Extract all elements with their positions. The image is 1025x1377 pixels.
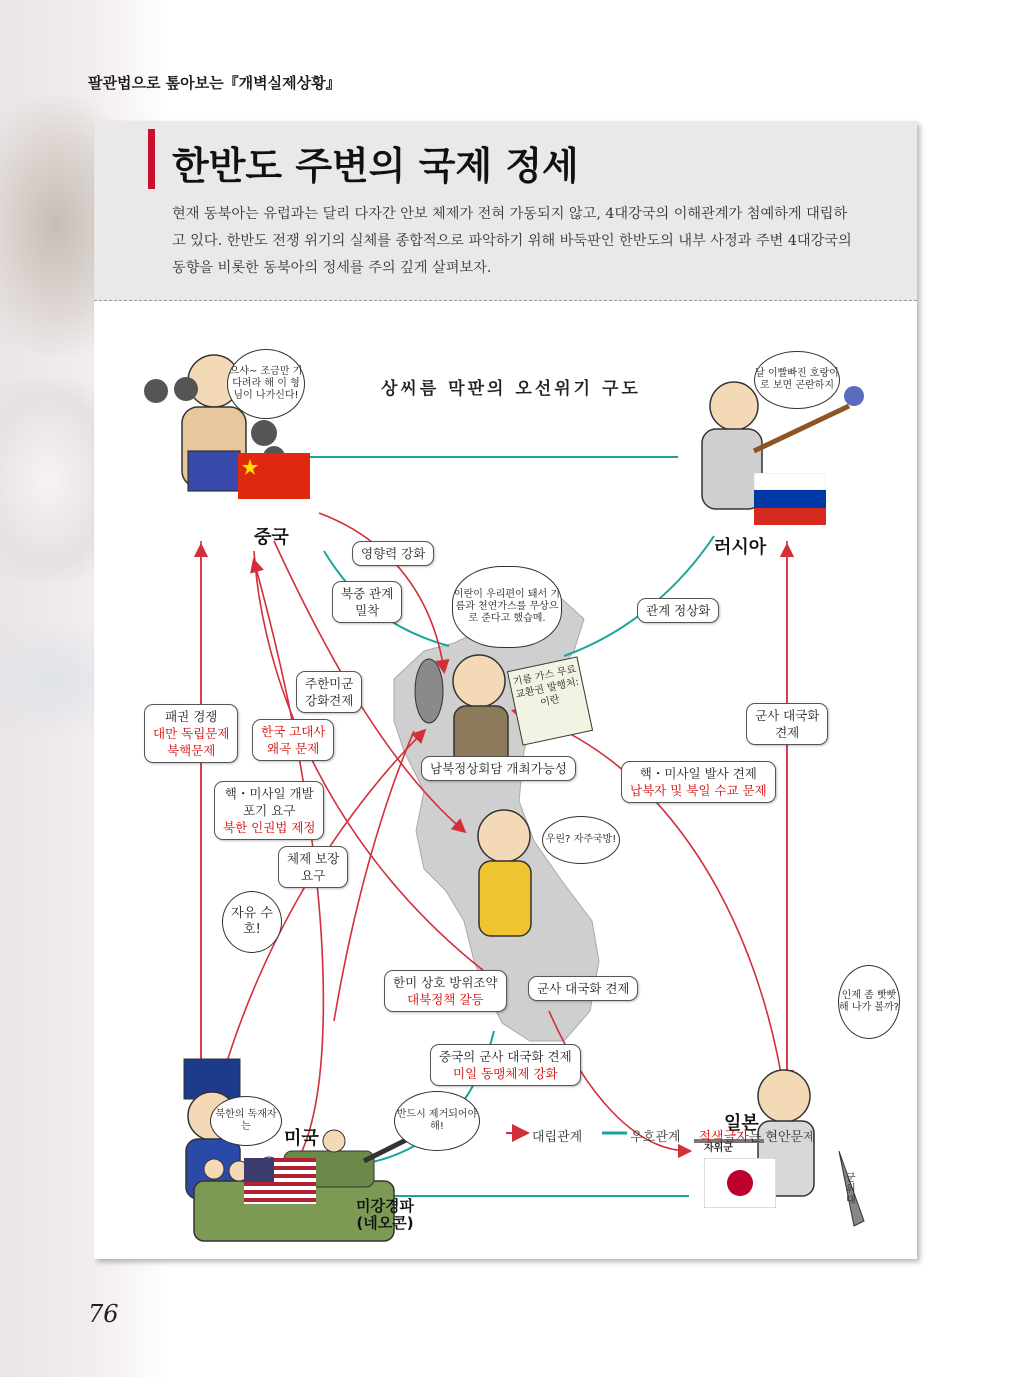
neocon-speech-bubble-2: 반드시 제거되어야 해! <box>394 1091 480 1151</box>
page-title: 한반도 주변의 국제 정세 <box>172 143 579 188</box>
north-korea-speech-bubble: 이란이 우리편이 돼서 기름과 천연가스를 무상으로 준다고 했습메. <box>452 566 562 648</box>
article-header <box>94 121 917 301</box>
china-flag <box>238 453 310 499</box>
box-china-us-japan: 중국의 군사 대국화 견제 미일 동맹체제 강화 <box>430 1044 581 1086</box>
box-alliance: 한미 상호 방위조약 대북정책 갈등 <box>384 970 507 1012</box>
russia-flag <box>754 473 826 525</box>
box-history: 한국 고대사 왜곡 문제 <box>252 719 334 761</box>
relations-diagram <box>94 301 917 1259</box>
usa-speech-bubble: 자유 수호! <box>222 891 282 953</box>
legend-friendly: 우호관계 <box>630 1130 681 1145</box>
box-usfk: 주한미군 강화견제 <box>296 671 362 713</box>
box-relation-normalization: 관계 정상화 <box>637 598 719 623</box>
box-military-japan: 군사 대국화 견제 <box>528 976 638 1001</box>
country-label-russia: 러시아 <box>714 537 767 558</box>
box-influence: 영향력 강화 <box>352 541 434 566</box>
south-korea-speech-bubble: 우린? 자주국방! <box>542 816 620 864</box>
legend-conflict: 대립관계 <box>532 1130 583 1145</box>
country-label-usa: 미국 <box>284 1128 319 1149</box>
fuel-voucher-sign: 기름 가스 무료교환권 발행처:이란 <box>507 656 593 745</box>
japan-flag <box>704 1158 776 1208</box>
neocon-label: 미강경파 (네오콘) <box>356 1197 414 1232</box>
article-panel <box>94 121 917 1259</box>
japan-speech-bubble: 인제 좀 빳빳해 나가 볼까? <box>838 965 900 1039</box>
sword-label: 군위대 <box>846 1173 856 1206</box>
box-nk-china: 북중 관계 밀착 <box>332 581 402 623</box>
diagram-legend <box>504 1126 834 1145</box>
box-hegemony: 패권 경쟁 대만 독립문제 북핵문제 <box>144 704 238 763</box>
box-nuke-us: 핵・미사일 개발 포기 요구 북한 인권법 제정 <box>214 781 324 840</box>
country-label-china: 중국 <box>254 527 289 548</box>
running-head: 팔관법으로 톺아보는『개벽실제상황』 <box>88 74 341 92</box>
south-korea-caricature <box>478 810 531 936</box>
title-accent-bar <box>148 129 155 189</box>
legend-issue: 적색글자 는 현안문제 <box>698 1130 816 1145</box>
jsdf-label: 자위군 <box>704 1143 733 1154</box>
diagram-subtitle: 상씨름 막판의 오선위기 구도 <box>381 379 641 399</box>
neocon-speech-bubble-1: 북한의 독재자는 <box>210 1096 282 1146</box>
page-number: 76 <box>88 1300 119 1328</box>
box-nuke-missile-japan: 핵・미사일 발사 견제 납북자 및 북일 수교 문제 <box>621 761 776 803</box>
usa-flag <box>244 1158 316 1204</box>
china-speech-bubble: 으샤~ 조금만 기다려라 해 이 형님이 나가신다! <box>227 349 305 419</box>
russia-speech-bubble: 날 이빨빠진 호랑이로 보면 곤란하지 <box>754 351 840 409</box>
intro-paragraph: 현재 동북아는 유럽과는 달리 다자간 안보 체제가 전혀 가동되지 않고, 4대강국의 이해관계가 첨예하게 대립하고 있다. 한반도 전쟁 위기의 실체를 종합적으로 파악하기 위해 바둑판인 한반도의 내부 사정과 주변 4대강국의 동향을 비롯한 동북아의 정세를 주의 깊게 살펴보자. <box>172 206 852 276</box>
box-summit: 남북정상회담 개최가능성 <box>421 756 576 781</box>
box-military-russia: 군사 대국화 견제 <box>746 703 828 745</box>
country-label-japan: 일본 <box>724 1113 759 1134</box>
box-regime-guarantee: 체제 보장 요구 <box>278 846 348 888</box>
